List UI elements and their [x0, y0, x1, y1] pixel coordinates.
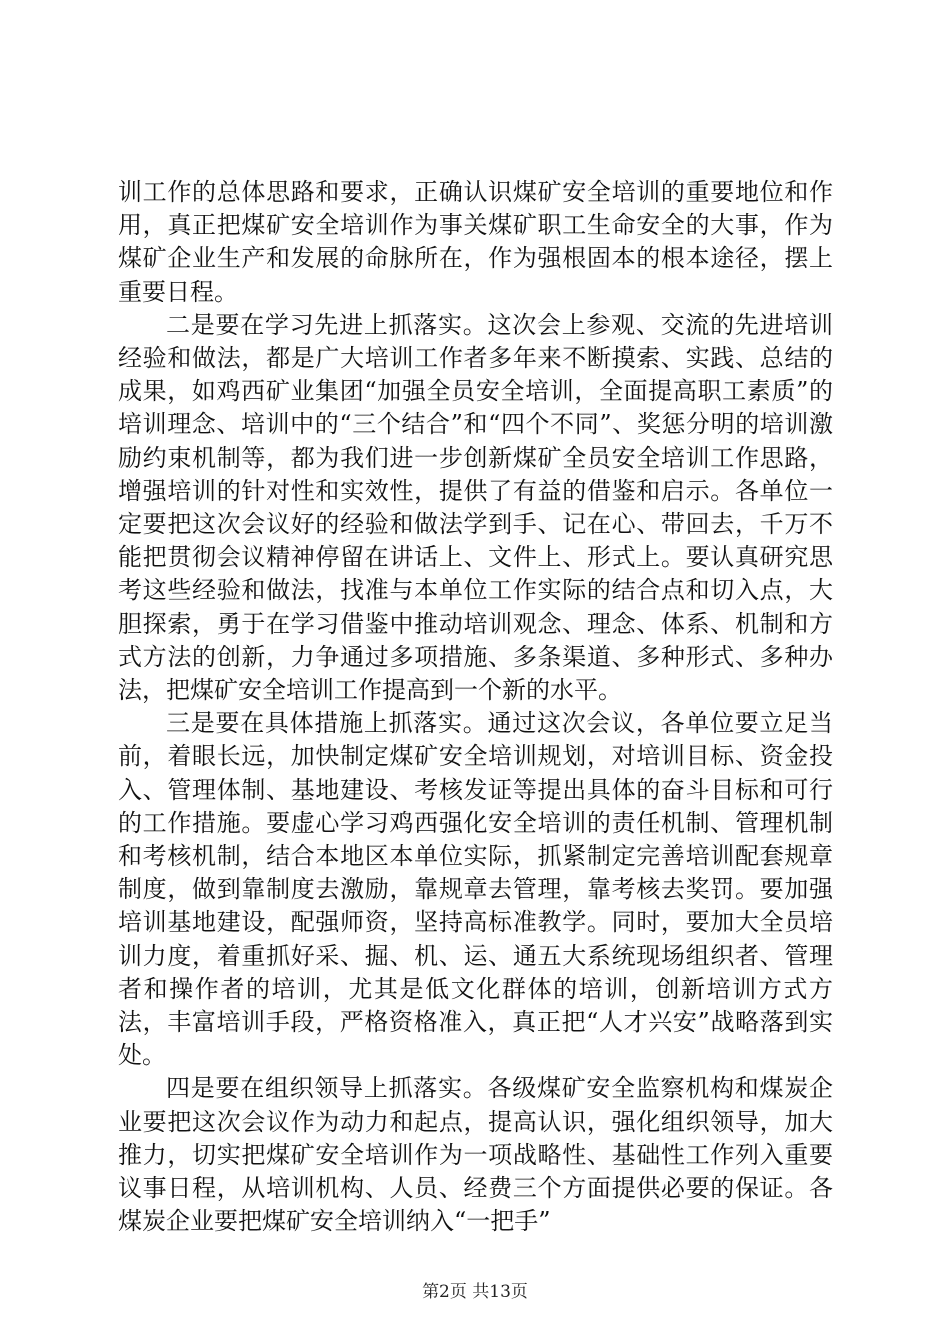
paragraph-2: 二是要在学习先进上抓落实。这次会上参观、交流的先进培训经验和做法，都是广大培训工作者多年来不断摸索、实践、总结的成果，如鸡西矿业集团“加强全员安全培训，全面提高职工素质”的培训理念、培训中的“三个结合”和“四个不同”、奖惩分明的培训激励约束机制等，都为我们进一步创新煤矿全员安全培训工作思路，增强培训的针对性和实效性，提供了有益的借鉴和启示。各单位一定要把这次会议好的经验和做法学到手、记在心、带回去，千万不能把贯彻会议精神停留在讲话上、文件上、形式上。要认真研究思考这些经验和做法，找准与本单位工作实际的结合点和切入点，大胆探索，勇于在学习借鉴中推动培训观念、理念、体系、机制和方式方法的创新，力争通过多项措施、多条渠道、多种形式、多种办法，把煤矿安全培训工作提高到一个新的水平。 [118, 310, 833, 705]
page-footer: 第2页 共13页 [422, 1282, 528, 1302]
paragraph-3: 三是要在具体措施上抓落实。通过这次会议，各单位要立足当前，着眼长远，加快制定煤矿安全培训规划，对培训目标、资金投入、管理体制、基地建设、考核发证等提出具体的奋斗目标和可行的工作措施。要虚心学习鸡西强化安全培训的责任机制、管理机制和考核机制，结合本地区本单位实际，抓紧制定完善培训配套规章制度，做到靠制度去激励，靠规章去管理，靠考核去奖罚。要加强培训基地建设，配强师资，坚持高标准教学。同时，要加大全员培训力度，着重抓好采、掘、机、运、通五大系统现场组织者、管理者和操作者的培训，尤其是低文化群体的培训，创新培训方式方法，丰富培训手段，严格资格准入，真正把“人才兴安”战略落到实处。 [118, 709, 833, 1070]
document-body [118, 176, 833, 1239]
paragraph-1: 训工作的总体思路和要求，正确认识煤矿安全培训的重要地位和作用，真正把煤矿安全培训作为事关煤矿职工生命安全的大事，作为煤矿企业生产和发展的命脉所在，作为强根固本的根本途径，摆上重要日程。 [118, 178, 833, 306]
paragraph-4: 四是要在组织领导上抓落实。各级煤矿安全监察机构和煤炭企业要把这次会议作为动力和起点，提高认识，强化组织领导，加大推力，切实把煤矿安全培训作为一项战略性、基础性工作列入重要议事日程，从培训机构、人员、经费三个方面提供必要的保证。各煤炭企业要把煤矿安全培训纳入“一把手” [118, 1074, 833, 1236]
